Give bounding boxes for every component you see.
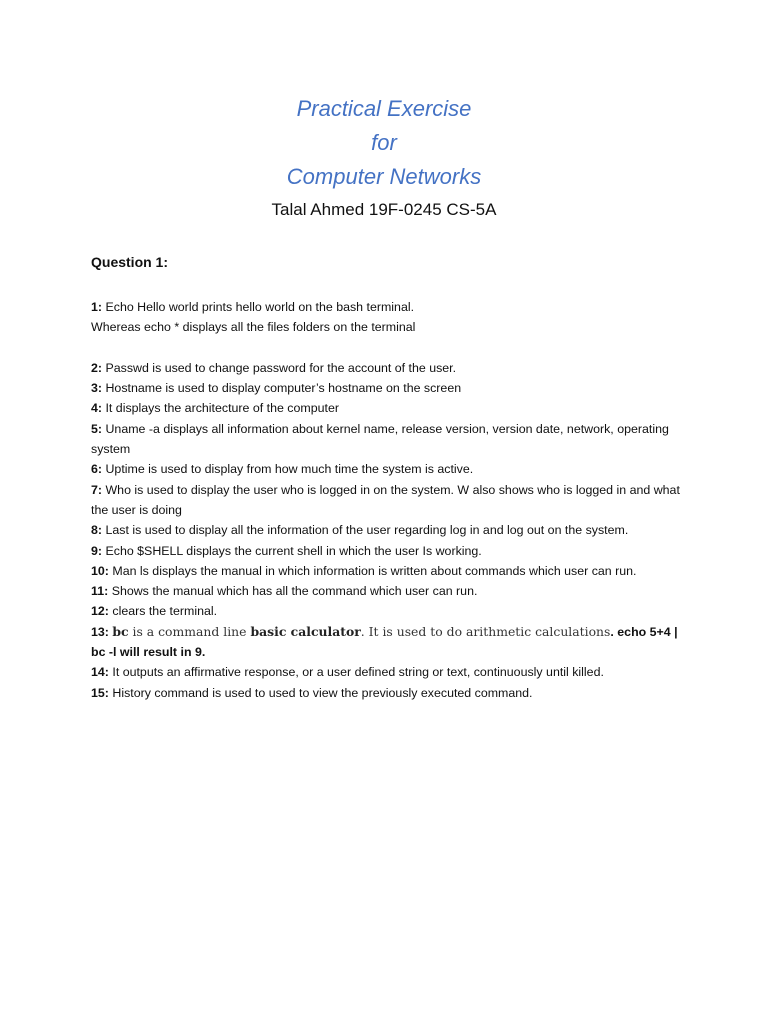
answer-7 — [91, 480, 691, 521]
answer-3 — [91, 378, 691, 398]
answer-text: Last is used to display all the information of the user regarding log in and log out on the system. — [105, 523, 629, 538]
answer-text: Hostname is used to display computer’s hostname on the screen — [105, 381, 462, 396]
answer-text: It outputs an affirmative response, or a user defined string or text, continuously until killed. — [112, 665, 604, 680]
answer-5 — [91, 419, 691, 460]
answer-text: Passwd is used to change password for the account of the user. — [105, 360, 457, 375]
answer-11 — [91, 581, 691, 601]
answer-number: 5: — [91, 421, 103, 436]
answer-text: It displays the architecture of the computer — [105, 401, 339, 416]
author-line: Talal Ahmed 19F-0245 CS-5A — [271, 200, 497, 219]
answer-text: Uname -a displays all information about kernel name, release version, version date, network, operating system — [91, 421, 669, 457]
answer-number: 2: — [91, 360, 103, 375]
answer-number: 1: — [91, 300, 103, 314]
answer-text: Who is used to display the user who is logged in on the system. W also shows who is logged in and what the user is doing — [91, 482, 680, 517]
title-line-3: Computer Networks — [286, 164, 482, 189]
answer-text: Echo Hello world prints hello world on the bash terminal. — [105, 300, 415, 314]
answer-15 — [91, 683, 691, 703]
answer-13-basic-calculator: basic calculator — [250, 623, 361, 639]
answer-number: 4: — [91, 401, 103, 416]
answer-13-text-a: is a command line — [128, 623, 251, 639]
title-line-2: for — [371, 130, 397, 155]
answer-number: 11: — [91, 584, 109, 599]
answer-number: 8: — [91, 523, 103, 538]
answer-13 — [91, 622, 691, 663]
question-heading: Question 1: — [91, 254, 169, 270]
answer-number: 3: — [91, 381, 103, 396]
answer-1-continued: Whereas echo * displays all the files folders on the terminal — [91, 320, 416, 335]
answer-14 — [91, 662, 691, 682]
answer-number: 6: — [91, 462, 103, 477]
answer-text: Man ls displays the manual in which information is written about commands which user can run. — [112, 563, 637, 578]
answer-text: Shows the manual which has all the command which user can run. — [111, 584, 478, 599]
answer-number: 13: — [91, 624, 109, 639]
answer-9 — [91, 541, 691, 561]
answer-8 — [91, 520, 691, 540]
answer-text: clears the terminal. — [112, 604, 218, 619]
answer-number: 7: — [91, 482, 103, 497]
answer-1 — [91, 297, 691, 317]
answer-13-text-c: . echo 5+4 | bc -l will result in 9. — [91, 624, 678, 660]
answers-list — [91, 297, 691, 703]
answer-number: 15: — [91, 685, 109, 700]
answer-4 — [91, 398, 691, 418]
paragraph-gap — [91, 338, 691, 358]
answer-6 — [91, 459, 691, 479]
answer-number: 9: — [91, 543, 103, 558]
answer-text: Uptime is used to display from how much time the system is active. — [105, 462, 474, 477]
answer-10 — [91, 561, 691, 581]
answer-2 — [91, 358, 691, 378]
title-line-1: Practical Exercise — [296, 96, 472, 121]
title-block — [0, 92, 768, 224]
answer-text: History command is used to used to view the previously executed command. — [112, 685, 533, 700]
answer-13-bc: bc — [112, 623, 129, 639]
answer-number: 12: — [91, 604, 109, 619]
answer-number: 14: — [91, 665, 109, 680]
answer-number: 10: — [91, 563, 109, 578]
answer-13-text-b: . It is used to do arithmetic calculations — [360, 623, 611, 639]
answer-12 — [91, 601, 691, 621]
answer-text: Echo $SHELL displays the current shell in which the user Is working. — [105, 543, 482, 558]
